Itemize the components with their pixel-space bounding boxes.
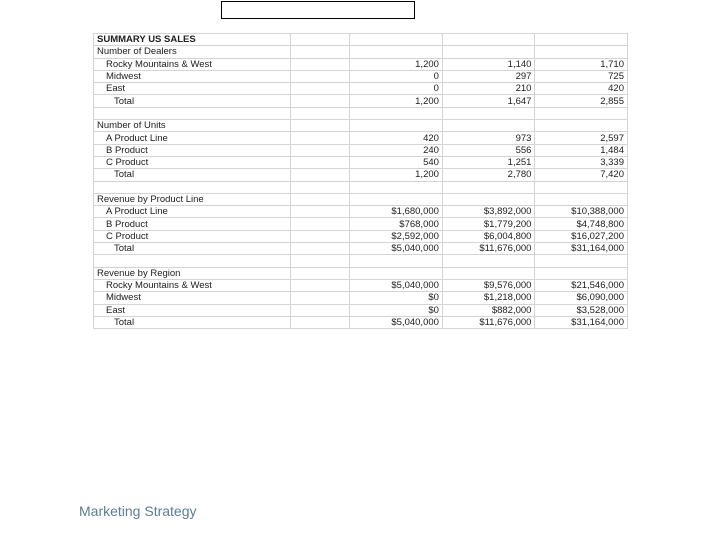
footer-title: Marketing Strategy [79,503,197,519]
empty-cell [290,34,349,46]
row-label: East [94,83,291,95]
empty-cell [290,193,349,205]
value-cell: 0 [350,83,443,95]
row-label: C Product [94,230,291,242]
value-cell: $4,748,800 [535,218,628,230]
row-label: Revenue by Region [94,267,291,279]
value-cell: $0 [350,292,443,304]
value-cell: 1,484 [535,144,628,156]
row-label: Number of Dealers [94,46,291,58]
value-cell [535,193,628,205]
value-cell [535,46,628,58]
value-cell: 1,140 [442,58,535,70]
value-cell: 1,710 [535,58,628,70]
value-cell: 556 [442,144,535,156]
value-cell [350,181,443,193]
row-label: East [94,304,291,316]
spacer-row [94,255,628,267]
data-row [94,304,628,316]
row-label: Midwest [94,70,291,82]
spacer-row [94,107,628,119]
empty-cell [290,292,349,304]
value-cell: $2,592,000 [350,230,443,242]
empty-cell [290,267,349,279]
empty-cell [290,181,349,193]
value-cell: 3,339 [535,156,628,168]
value-cell: 210 [442,83,535,95]
value-cell: 2,855 [535,95,628,107]
row-label: Number of Units [94,120,291,132]
empty-cell [290,156,349,168]
value-cell: $21,546,000 [535,279,628,291]
value-cell: 725 [535,70,628,82]
data-row [94,144,628,156]
value-cell: 297 [442,70,535,82]
value-cell: 973 [442,132,535,144]
value-cell: $31,164,000 [535,243,628,255]
value-cell: $0 [350,304,443,316]
summary-sales-table [93,33,628,329]
value-cell [442,193,535,205]
data-row [94,230,628,242]
row-label: Rocky Mountains & West [94,279,291,291]
value-cell [350,107,443,119]
value-cell: $5,040,000 [350,316,443,328]
value-cell [442,267,535,279]
value-cell [442,107,535,119]
value-cell: $6,090,000 [535,292,628,304]
value-cell: 1,647 [442,95,535,107]
value-cell [535,255,628,267]
value-cell [442,46,535,58]
section-heading-row [94,46,628,58]
value-cell: 2,597 [535,132,628,144]
value-cell: $1,779,200 [442,218,535,230]
value-cell [350,267,443,279]
value-cell [442,181,535,193]
data-row [94,132,628,144]
empty-cell [290,70,349,82]
value-cell: 420 [350,132,443,144]
title-row [94,34,628,46]
value-cell: $1,680,000 [350,206,443,218]
value-cell: $10,388,000 [535,206,628,218]
data-row [94,206,628,218]
empty-cell [290,206,349,218]
total-row [94,316,628,328]
empty-cell [290,46,349,58]
value-cell: $5,040,000 [350,243,443,255]
value-cell: 1,200 [350,169,443,181]
value-cell: 2,780 [442,169,535,181]
empty-cell [290,58,349,70]
section-heading-row [94,120,628,132]
value-cell [535,120,628,132]
value-cell [535,107,628,119]
row-label [94,107,291,119]
empty-cell [290,255,349,267]
row-label: Total [94,169,291,181]
row-label: Total [94,316,291,328]
value-cell: 0 [350,70,443,82]
row-label: Total [94,243,291,255]
value-cell [535,267,628,279]
value-cell: 1,251 [442,156,535,168]
row-label: Revenue by Product Line [94,193,291,205]
data-row [94,83,628,95]
empty-cell [290,107,349,119]
empty-cell [290,95,349,107]
empty-cell [290,218,349,230]
value-cell: $11,676,000 [442,243,535,255]
empty-cell [290,230,349,242]
data-row [94,156,628,168]
value-cell [535,181,628,193]
value-cell: $3,892,000 [442,206,535,218]
empty-cell [290,144,349,156]
value-cell: $882,000 [442,304,535,316]
data-row [94,218,628,230]
total-row [94,243,628,255]
value-cell: 240 [350,144,443,156]
data-row [94,70,628,82]
empty-cell [290,243,349,255]
row-label: B Product [94,218,291,230]
total-row [94,169,628,181]
empty-cell [290,132,349,144]
empty-cell [290,316,349,328]
data-row [94,292,628,304]
value-cell [350,34,443,46]
value-cell: $31,164,000 [535,316,628,328]
value-cell: 7,420 [535,169,628,181]
value-cell: $6,004,800 [442,230,535,242]
value-cell [442,120,535,132]
row-label [94,255,291,267]
value-cell: 420 [535,83,628,95]
top-tab-box [221,1,415,19]
value-cell [535,34,628,46]
row-label: Midwest [94,292,291,304]
value-cell: $11,676,000 [442,316,535,328]
row-label: SUMMARY US SALES [94,34,291,46]
row-label: A Product Line [94,206,291,218]
total-row [94,95,628,107]
value-cell [442,34,535,46]
row-label: Total [94,95,291,107]
value-cell [442,255,535,267]
value-cell: $5,040,000 [350,279,443,291]
value-cell: $3,528,000 [535,304,628,316]
section-heading-row [94,267,628,279]
value-cell: 1,200 [350,95,443,107]
value-cell: $9,576,000 [442,279,535,291]
row-label: C Product [94,156,291,168]
data-row [94,58,628,70]
data-row [94,279,628,291]
row-label: A Product Line [94,132,291,144]
value-cell: $1,218,000 [442,292,535,304]
row-label [94,181,291,193]
value-cell: 540 [350,156,443,168]
value-cell [350,46,443,58]
empty-cell [290,120,349,132]
value-cell [350,193,443,205]
empty-cell [290,279,349,291]
spacer-row [94,181,628,193]
value-cell: 1,200 [350,58,443,70]
value-cell [350,255,443,267]
row-label: Rocky Mountains & West [94,58,291,70]
value-cell [350,120,443,132]
section-heading-row [94,193,628,205]
value-cell: $16,027,200 [535,230,628,242]
empty-cell [290,83,349,95]
value-cell: $768,000 [350,218,443,230]
empty-cell [290,169,349,181]
empty-cell [290,304,349,316]
row-label: B Product [94,144,291,156]
